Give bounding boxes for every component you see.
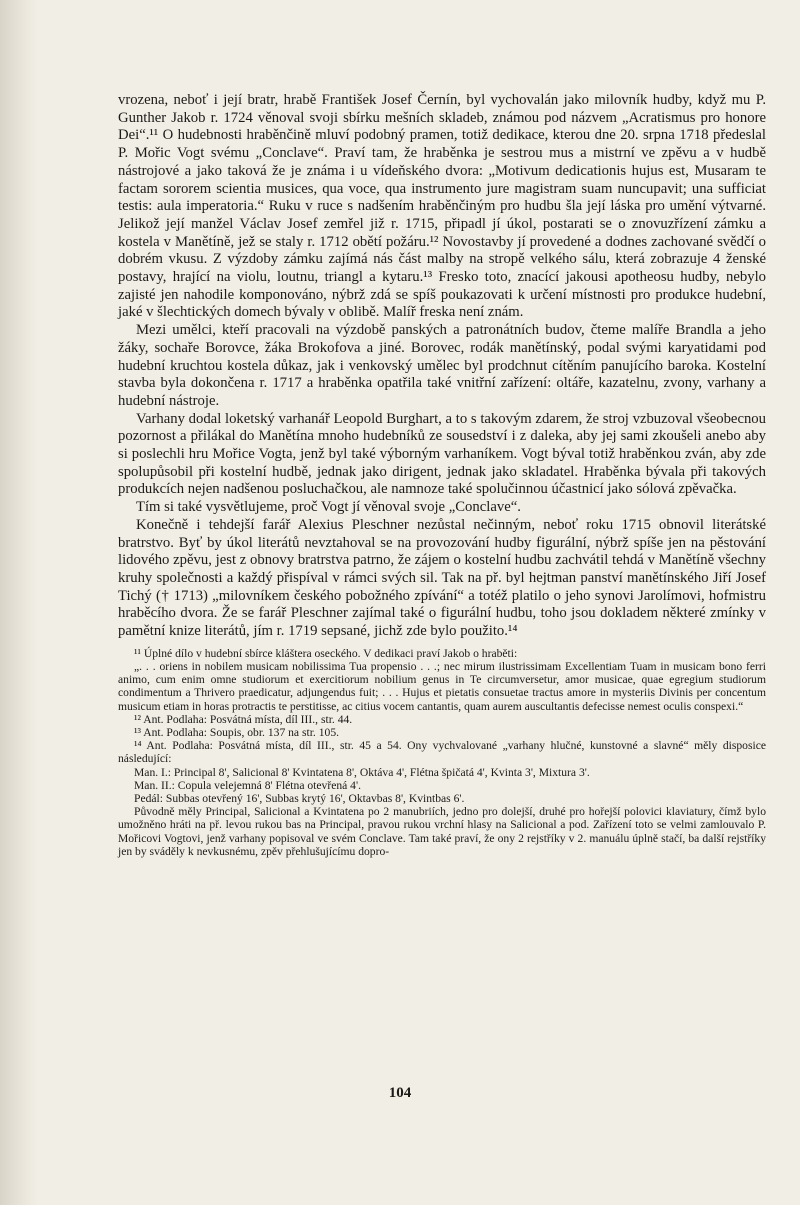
footnote-14-description: Původně měly Principal, Salicional a Kvintatena po 2 manubriích, jedno pro dolejší, druhé pro hořejší polovici klaviatury, čímž bylo umožněno hráti na př. levou rukou bas na Principal, pravou rukou vrchní hlasy na Salicional a pod. Zařízení toto se velmi zamlouvalo P. Mořicovi Vogtovi, jenž varhany popisoval ve svém Conclave. Tam také praví, že ony 2 rejstříky v 2. manuálu úplně stačí, ba další rejstříky jen by sváděly k nevkusnému, zpěv přehlušujícímu dopro-: [118, 805, 766, 858]
text-column: [118, 92, 766, 858]
body-text: [118, 92, 766, 641]
footnotes: [118, 647, 766, 858]
footnote-13: ¹³ Ant. Podlaha: Soupis, obr. 137 na str. 105.: [134, 726, 340, 740]
page-number: 104: [388, 1085, 412, 1101]
paragraph-3: Varhany dodal loketský varhanář Leopold Burghart, a to s takovým zdarem, že stroj vzbuzoval všeobecnou pozornost a přilákal do Manětína mnoho hudebníků ze sousedství i z daleka, aby jej sami zkoušeli anebo aby si poslechli hru Mořice Vogta, jenž byl také výborným varhaníkem. Vogt býval totiž hraběnkou zván, aby zde spolupůsobil při kostelní hudbě, jednak jako dirigent, jednak jako skladatel. Hraběnka bývala při takových produkcích nejen nadšenou posluchačkou, ale namnoze také spolučinnou účastnicí jako sólová zpěvačka.: [118, 410, 766, 498]
paragraph-1: vrozena, neboť i její bratr, hrabě František Josef Černín, byl vychovalán jako milovník hudby, když mu P. Gunther Jakob r. 1724 věnoval svoji sbírku mešních skladeb, známou pod názvem „Acratismus pro honore Dei“.¹¹ O hudebnosti hraběnčině mluví podobný pramen, totiž dedikace, kterou dne 20. srpna 1718 předeslal P. Mořic Vogt svému „Conclave“. Praví tam, že hraběnka je sestrou mus a mistrní ve zpěvu a v hudbě nástrojové a jako taková že je známa i u vídeňského dvora: „Motivum dedicationis hujus est, Musaram te factam sororem scientia musices, qua voce, qua instrumento jure magistram suam nuncupavit; una sufficiat testis: aula imperatoria.“ Ruku v ruce s nadšením hraběnčiným pro hudbu šla její láska pro umění výtvarné. Jelikož její manžel Václav Josef zemřel již r. 1715, připadl jí úkol, postarati se o znovuzřízení zámku a kostela v Manětíně, jež se staly r. 1712 obětí požáru.¹² Novostavby jí provedené a dodnes zachované svědčí o dobrém vkusu. Z výzdoby zámku zajímá nás část malby na stropě velkého sálu, která zobrazuje 4 ženské postavy, hrající na violu, loutnu, triangl a kytaru.¹³ Fresko toto, znacící jakousi apotheosu hudby, nebylo zajisté jen nahodile komponováno, nýbrž zdá se spíš poukazovati k určení místnosti pro produkce hudební, jaké v šlechtických domech bývaly v oblibě. Malíř freska není znám.: [118, 92, 766, 321]
footnote-11-quote: „. . . oriens in nobilem musicam nobilissima Tua propensio . . .; nec mirum ilustrissimam Excellentiam Tuam in musicam bono ferri animo, cum enim omne studiorum et exercitiorum nobilium genus in Te circumversetur, amor musicae, quae egregium studiorum condimentum a Thrivero praedicatur, adjungendus fuit; . . . Hujus et pietatis consuetae tractus amore in mysteriis Divinis per concentum musicum etiam in horas protractis te perstitisse, ac citius vocem cantantis, quam aurem auscultantis defecisse nemest oculis conspexi.“: [118, 660, 766, 713]
footnote-11: ¹¹ Úplné dílo v hudební sbírce kláštera oseckého. V dedikaci praví Jakob o hraběti:: [134, 646, 518, 660]
binding-gutter: [0, 0, 38, 1205]
footnote-12: ¹² Ant. Podlaha: Posvátná místa, díl III., str. 44.: [134, 712, 353, 726]
paragraph-5: Konečně i tehdejší farář Alexius Pleschner nezůstal nečinným, neboť roku 1715 obnovil literátské bratrstvo. Byť by úkol literátů nevztahoval se na provozování hudby figurální, nýbrž spíše jen na pěstování lidového zpěvu, jest z obnovy bratrstva patrno, že zájem o kostelní hudbu zachvátil tehdá v Manětíně všechny kruhy společnosti a každý přispíval v rámci svých sil. Tak na př. byl hejtman panství manětínského Jiří Josef Tichý († 1713) „milovníkem českého pobožného zpívání“ a totéž platilo o jeho synovi Jarolímovi, hofmistru hraběcího dvora. Že se farář Pleschner zajímal také o figurální hudbu, toho jsou dokladem některé zmínky v pamětní knize literátů, jím r. 1719 sepsané, jichž zde bylo použito.¹⁴: [118, 516, 766, 640]
footnote-14: ¹⁴ Ant. Podlaha: Posvátná místa, díl III., str. 45 a 54. Ony vychvalované „varhany hlučné, kunstovné a slavné“ měly disposice následující:: [118, 739, 766, 766]
footnote-14-manual-2: Man. II.: Copula velejemná 8' Flétna otevřená 4'.: [134, 778, 361, 792]
footnote-14-pedal: Pedál: Subbas otevřený 16', Subbas krytý 16', Oktavbas 8', Kvintbas 6'.: [134, 792, 465, 806]
paragraph-4: Tím si také vysvětlujeme, proč Vogt jí věnoval svoje „Conclave“.: [136, 499, 521, 516]
footnote-14-manual-1: Man. I.: Principal 8', Salicional 8' Kvintatena 8', Oktáva 4', Flétna špičatá 4', Kvinta 3', Mixtura 3'.: [134, 765, 590, 779]
paragraph-2: Mezi umělci, kteří pracovali na výzdobě panských a patronátních budov, čteme malíře Brandla a jeho žáky, sochaře Borovce, žáka Brokofova a jiné. Borovec, rodák manětínský, podal svými karyatidami pod hudební kruchtou kostela důkaz, jak i venkovský umělec byl prodchnut cítěním panujícího baroka. Kostelní stavba byla dokončena r. 1717 a hraběnka opatřila také vnitřní zařízení: oltáře, kazatelnu, zvony, varhany a hudební nástroje.: [118, 322, 766, 409]
